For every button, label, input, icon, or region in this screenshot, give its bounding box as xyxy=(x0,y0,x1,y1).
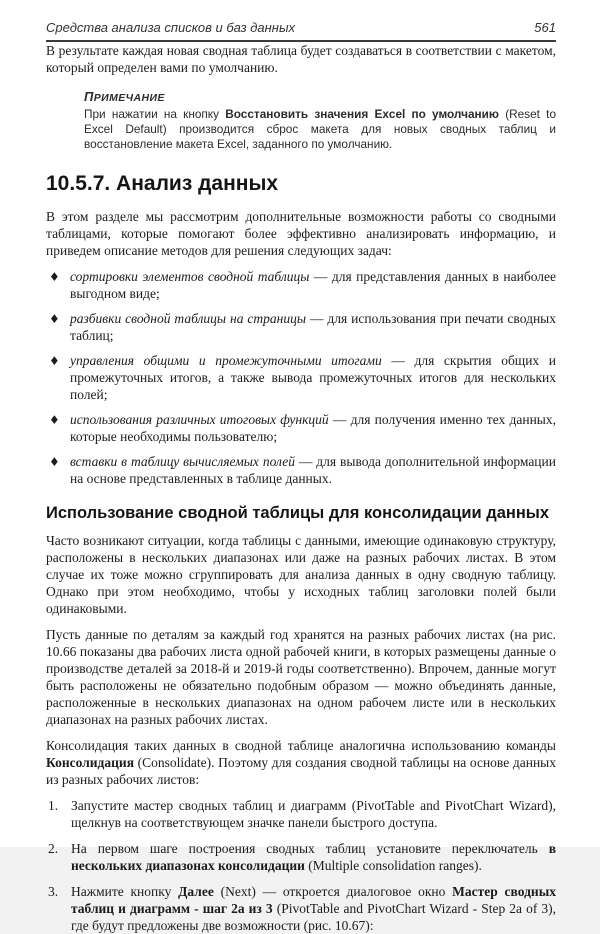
step-number: 1. xyxy=(48,798,59,813)
bullet-term: вставки в таблицу вычисляемых полей xyxy=(70,454,295,469)
subsection-heading: Использование сводной таблицы для консолидации данных xyxy=(46,504,550,522)
running-head xyxy=(46,20,556,42)
bold-option-name: в нескольких диапазонах консолидации xyxy=(71,841,556,873)
note-title: ПРИМЕЧАНИЕ xyxy=(84,89,165,104)
note-text: При нажатии на кнопку xyxy=(84,107,226,121)
diamond-bullet-icon: ♦ xyxy=(49,270,60,284)
bullet-term: использования различных итоговых функций xyxy=(70,412,329,427)
diamond-bullet-icon: ♦ xyxy=(49,413,60,427)
bold-command-name: Консолидация xyxy=(46,755,135,770)
list-item xyxy=(46,352,556,403)
section-heading: 10.5.7. Анализ данных xyxy=(46,172,279,195)
step-text: (Next) — откроется диалоговое окно xyxy=(213,884,453,899)
step-number: 2. xyxy=(48,841,59,856)
example-paragraph: Пусть данные по деталям за каждый год хранятся на разных рабочих листах (на рис. 10.66 показаны два рабочих листа одной рабочей книги, в которых размещены данные о производстве деталей за 2018-й и 2019-й годы соответственно). Впрочем, данные могут быть расположены не обязательно подобным образом — можно объединять данные, расположенные в нескольких диапазонах на одном рабочем листе или в нескольких диапазонах на разных рабочих листах. xyxy=(46,627,556,727)
bullet-text: — для получения именно тех данных, которые необходимы пользователю; xyxy=(70,412,556,444)
list-item xyxy=(46,310,556,344)
intro-paragraph: В результате каждая новая сводная таблица будет создаваться в соответствии с макетом, который определен вами по умолчанию. xyxy=(46,43,556,75)
bullet-term: разбивки сводной таблицы на страницы xyxy=(70,311,306,326)
paragraph-text: Консолидация таких данных в сводной таблице аналогична использованию команды xyxy=(46,738,556,753)
note-bold-command: Восстановить значения Excel по умолчанию xyxy=(225,107,499,121)
bullet-term: управления общими и промежуточными итогами xyxy=(70,353,382,368)
step-text: На первом шаге построения сводных таблиц установите переключатель xyxy=(71,841,549,856)
steps-numbered-list xyxy=(46,797,556,934)
diamond-bullet-icon: ♦ xyxy=(49,354,60,368)
bold-button-name: Далее xyxy=(178,884,214,899)
step-item xyxy=(46,883,556,934)
step-number: 3. xyxy=(48,884,59,899)
note-body xyxy=(84,107,556,152)
step-item xyxy=(46,797,556,831)
step-text: Нажмите кнопку xyxy=(71,884,179,899)
step-text: (Multiple consolidation ranges). xyxy=(304,858,482,873)
list-item xyxy=(46,268,556,302)
bullet-term: сортировки элементов сводной таблицы xyxy=(70,269,310,284)
paragraph-text: (Consolidate). Поэтому для создания сводной таблицы на основе данных из разных рабочих листов: xyxy=(46,755,556,787)
list-item xyxy=(46,411,556,445)
list-item xyxy=(46,453,556,487)
running-head-title: Средства анализа списков и баз данных xyxy=(46,20,296,35)
tasks-bullet-list xyxy=(46,268,556,487)
bullet-text: — для использования при печати сводных таблиц; xyxy=(70,311,556,343)
bullet-text: — для скрытия общих и промежуточных итогов, а также вывода промежуточных итогов для нескольких полей; xyxy=(70,353,556,402)
page-number: 561 xyxy=(534,20,556,35)
step-text: Запустите мастер сводных таблиц и диаграмм (PivotTable and PivotChart Wizard), щелкнув на соответствующем значке панели быстрого доступа. xyxy=(71,798,556,830)
note-text: (Reset to Excel Default) производится сброс макета для новых сводных таблиц и восстановление макета Excel, заданного по умолчанию. xyxy=(84,107,557,151)
consolidation-paragraph xyxy=(46,737,556,788)
bullet-text: — для вывода дополнительной информации на основе представленных в таблице данных. xyxy=(70,454,556,486)
bold-dialog-name: Мастер сводных таблиц и диаграмм - шаг 2а из 3 xyxy=(71,884,556,916)
note-block xyxy=(84,89,556,152)
bullet-text: — для представления данных в наиболее выгодном виде; xyxy=(70,269,556,301)
situations-paragraph: Часто возникают ситуации, когда таблицы с данными, имеющие одинаковую структуру, расположены в нескольких диапазонах или даже на разных рабочих листах. В этом случае их тоже можно сгруппировать для анализа данных в одну сводную таблицу. Однако при этом необходимо, чтобы у исходных таблиц заголовки полей были одинаковыми. xyxy=(46,533,556,616)
diamond-bullet-icon: ♦ xyxy=(49,312,60,326)
step-text: (PivotTable and PivotChart Wizard - Step 2a of 3), где будут предложены две возможности (рис. 10.67): xyxy=(71,901,556,933)
step-item xyxy=(46,840,556,874)
section-intro-paragraph: В этом разделе мы рассмотрим дополнительные возможности работы со сводными таблицами, которые помогают более эффективно анализировать информацию, и приведем описание методов для решения следующих задач: xyxy=(46,209,556,258)
diamond-bullet-icon: ♦ xyxy=(49,455,60,469)
